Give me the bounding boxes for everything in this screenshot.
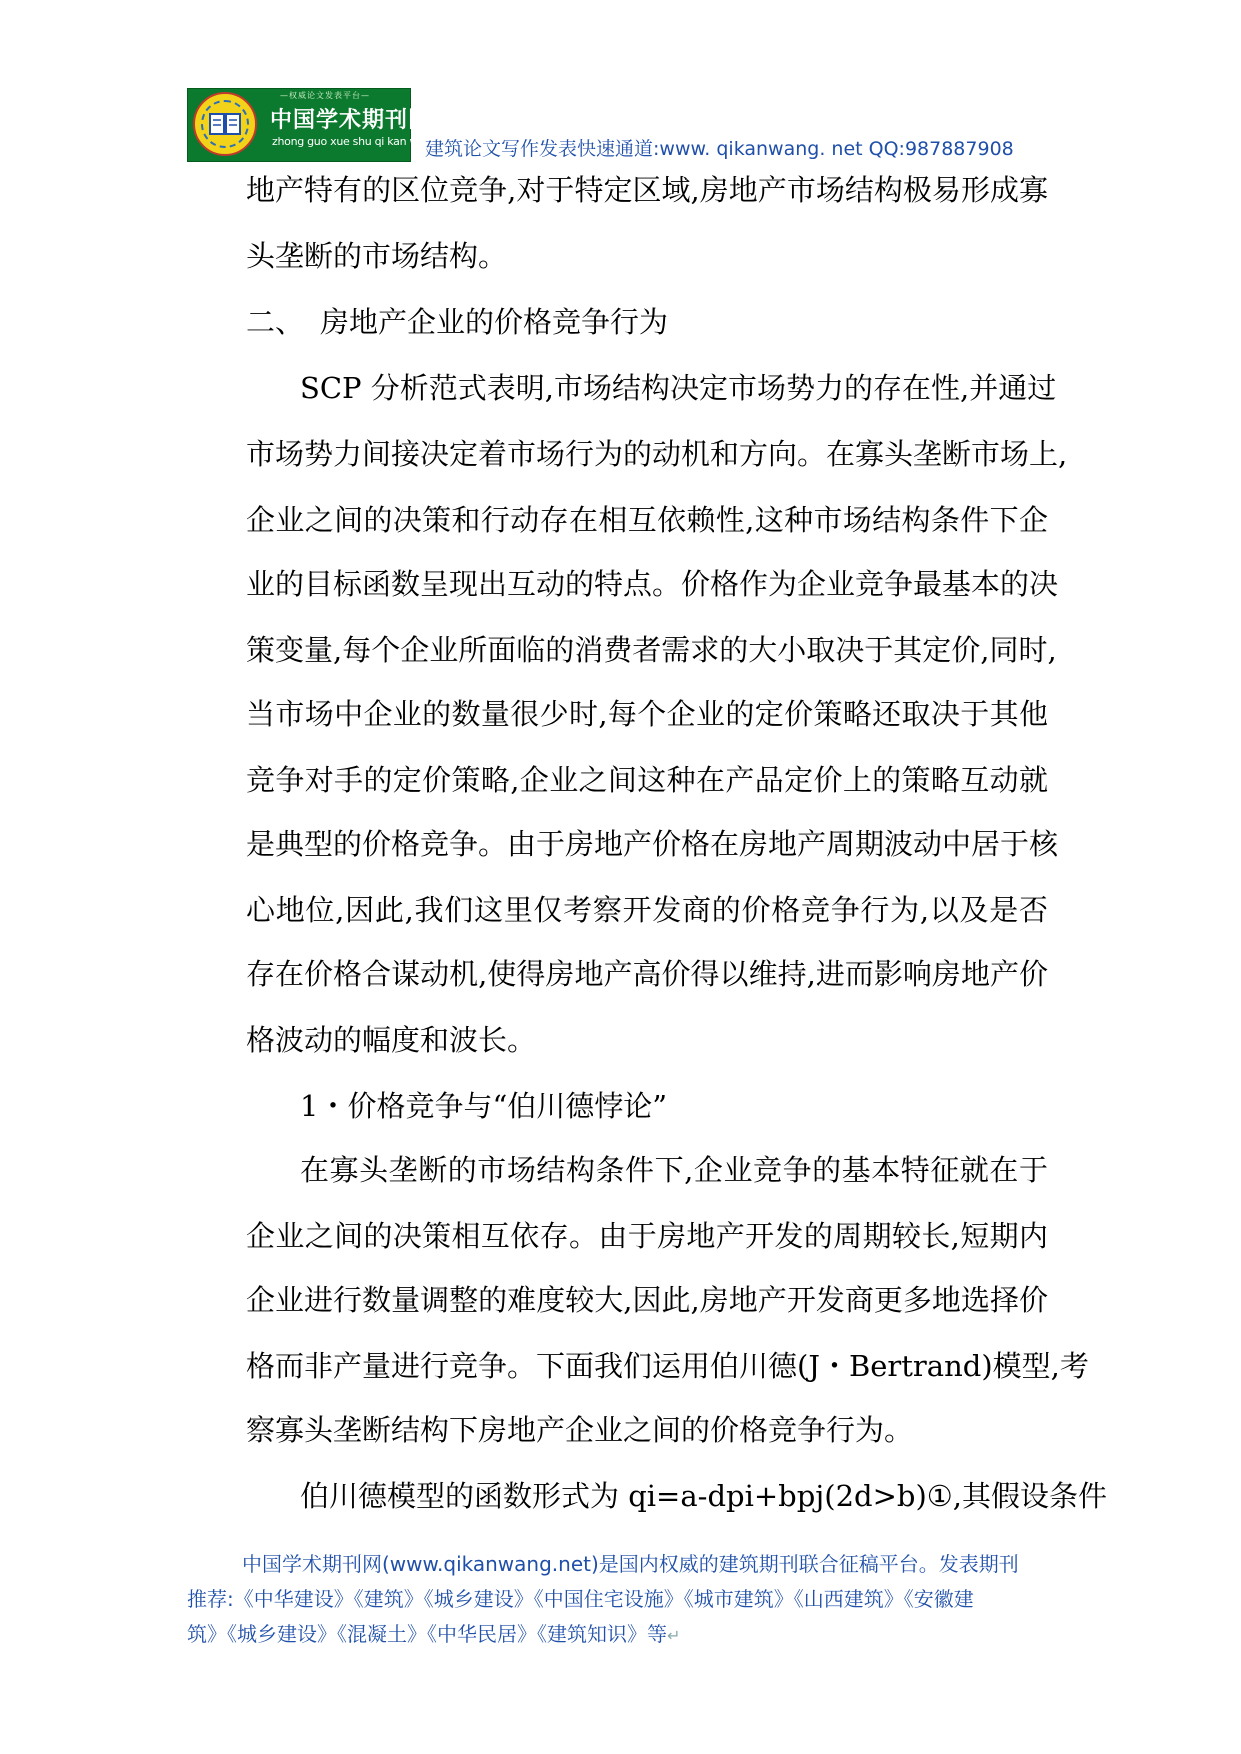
paragraph-line: 竞争对手的定价策略,企业之间这种在产品定价上的策略互动就: [246, 763, 1048, 797]
paragraph-line: 格波动的幅度和波长。: [246, 1023, 537, 1057]
paragraph-line: 伯川德模型的函数形式为 qi=a-dpi+bpj(2d>b)①,其假设条件: [300, 1479, 1107, 1513]
paragraph-line: 市场势力间接决定着市场行为的动机和方向。在寡头垄断市场上,: [246, 437, 1068, 471]
paragraph-line: 察寡头垄断结构下房地产企业之间的价格竞争行为。: [246, 1413, 914, 1447]
paragraph-line: 是典型的价格竞争。由于房地产价格在房地产周期波动中居于核: [246, 827, 1059, 861]
paragraph-line: 心地位,因此,我们这里仅考察开发商的价格竞争行为,以及是否: [246, 893, 1048, 927]
book-icon: [209, 110, 241, 138]
paragraph-line: 策变量,每个企业所面临的消费者需求的大小取决于其定价,同时,: [246, 633, 1057, 667]
seal-emblem-icon: [193, 92, 257, 156]
section-number: 二、: [246, 305, 305, 339]
footer-line: 推荐:《中华建设》《建筑》《城乡建设》《中国住宅设施》《城市建筑》《山西建筑》《安徽建: [187, 1587, 974, 1611]
footer-line: 中国学术期刊网(www.qikanwang.net)是国内权威的建筑期刊联合征稿平台。发表期刊: [242, 1552, 1019, 1576]
paragraph-line: 存在价格合谋动机,使得房地产高价得以维持,进而影响房地产价: [246, 957, 1048, 991]
paragraph-line: 企业之间的决策和行动存在相互依赖性,这种市场结构条件下企: [246, 503, 1048, 537]
site-logo[interactable]: [187, 88, 438, 162]
paragraph-line: 格而非产量进行竞争。下面我们运用伯川德(J・Bertrand)模型,考: [246, 1349, 1089, 1383]
footer-notice: [187, 1547, 1047, 1653]
paragraph-line: 企业之间的决策相互依存。由于房地产开发的周期较长,短期内: [246, 1219, 1048, 1253]
subheading: 1・价格竞争与“伯川德悖论”: [300, 1089, 668, 1123]
footer-line-text: 筑》《城乡建设》《混凝土》《中华民居》《建筑知识》等: [187, 1622, 667, 1646]
paragraph-line: SCP 分析范式表明,市场结构决定市场势力的存在性,并通过: [300, 371, 1057, 405]
logo-tagline: —权威论文发表平台—: [280, 91, 370, 100]
logo-pinyin: zhong guo xue shu qi kan wang: [272, 135, 438, 148]
logo-name: 中国学术期刊网: [270, 108, 432, 133]
paragraph-mark-icon: ↵: [667, 1626, 681, 1645]
section-heading: [246, 302, 668, 342]
header-submission-link[interactable]: 建筑论文写作发表快速通道:www. qikanwang. net QQ:987887908: [425, 138, 1014, 160]
section-title: 房地产企业的价格竞争行为: [320, 305, 669, 339]
text-line: 头垄断的市场结构。: [246, 239, 508, 273]
paragraph-line: 企业进行数量调整的难度较大,因此,房地产开发商更多地选择价: [246, 1283, 1048, 1317]
paragraph-line: 在寡头垄断的市场结构条件下,企业竞争的基本特征就在于: [300, 1153, 1048, 1187]
paragraph-line: 当市场中企业的数量很少时,每个企业的定价策略还取决于其他: [246, 697, 1048, 731]
footer-line: [187, 1617, 1047, 1653]
paragraph-line: 业的目标函数呈现出互动的特点。价格作为企业竞争最基本的决: [246, 567, 1059, 601]
text-line: 地产特有的区位竞争,对于特定区域,房地产市场结构极易形成寡: [246, 173, 1048, 207]
